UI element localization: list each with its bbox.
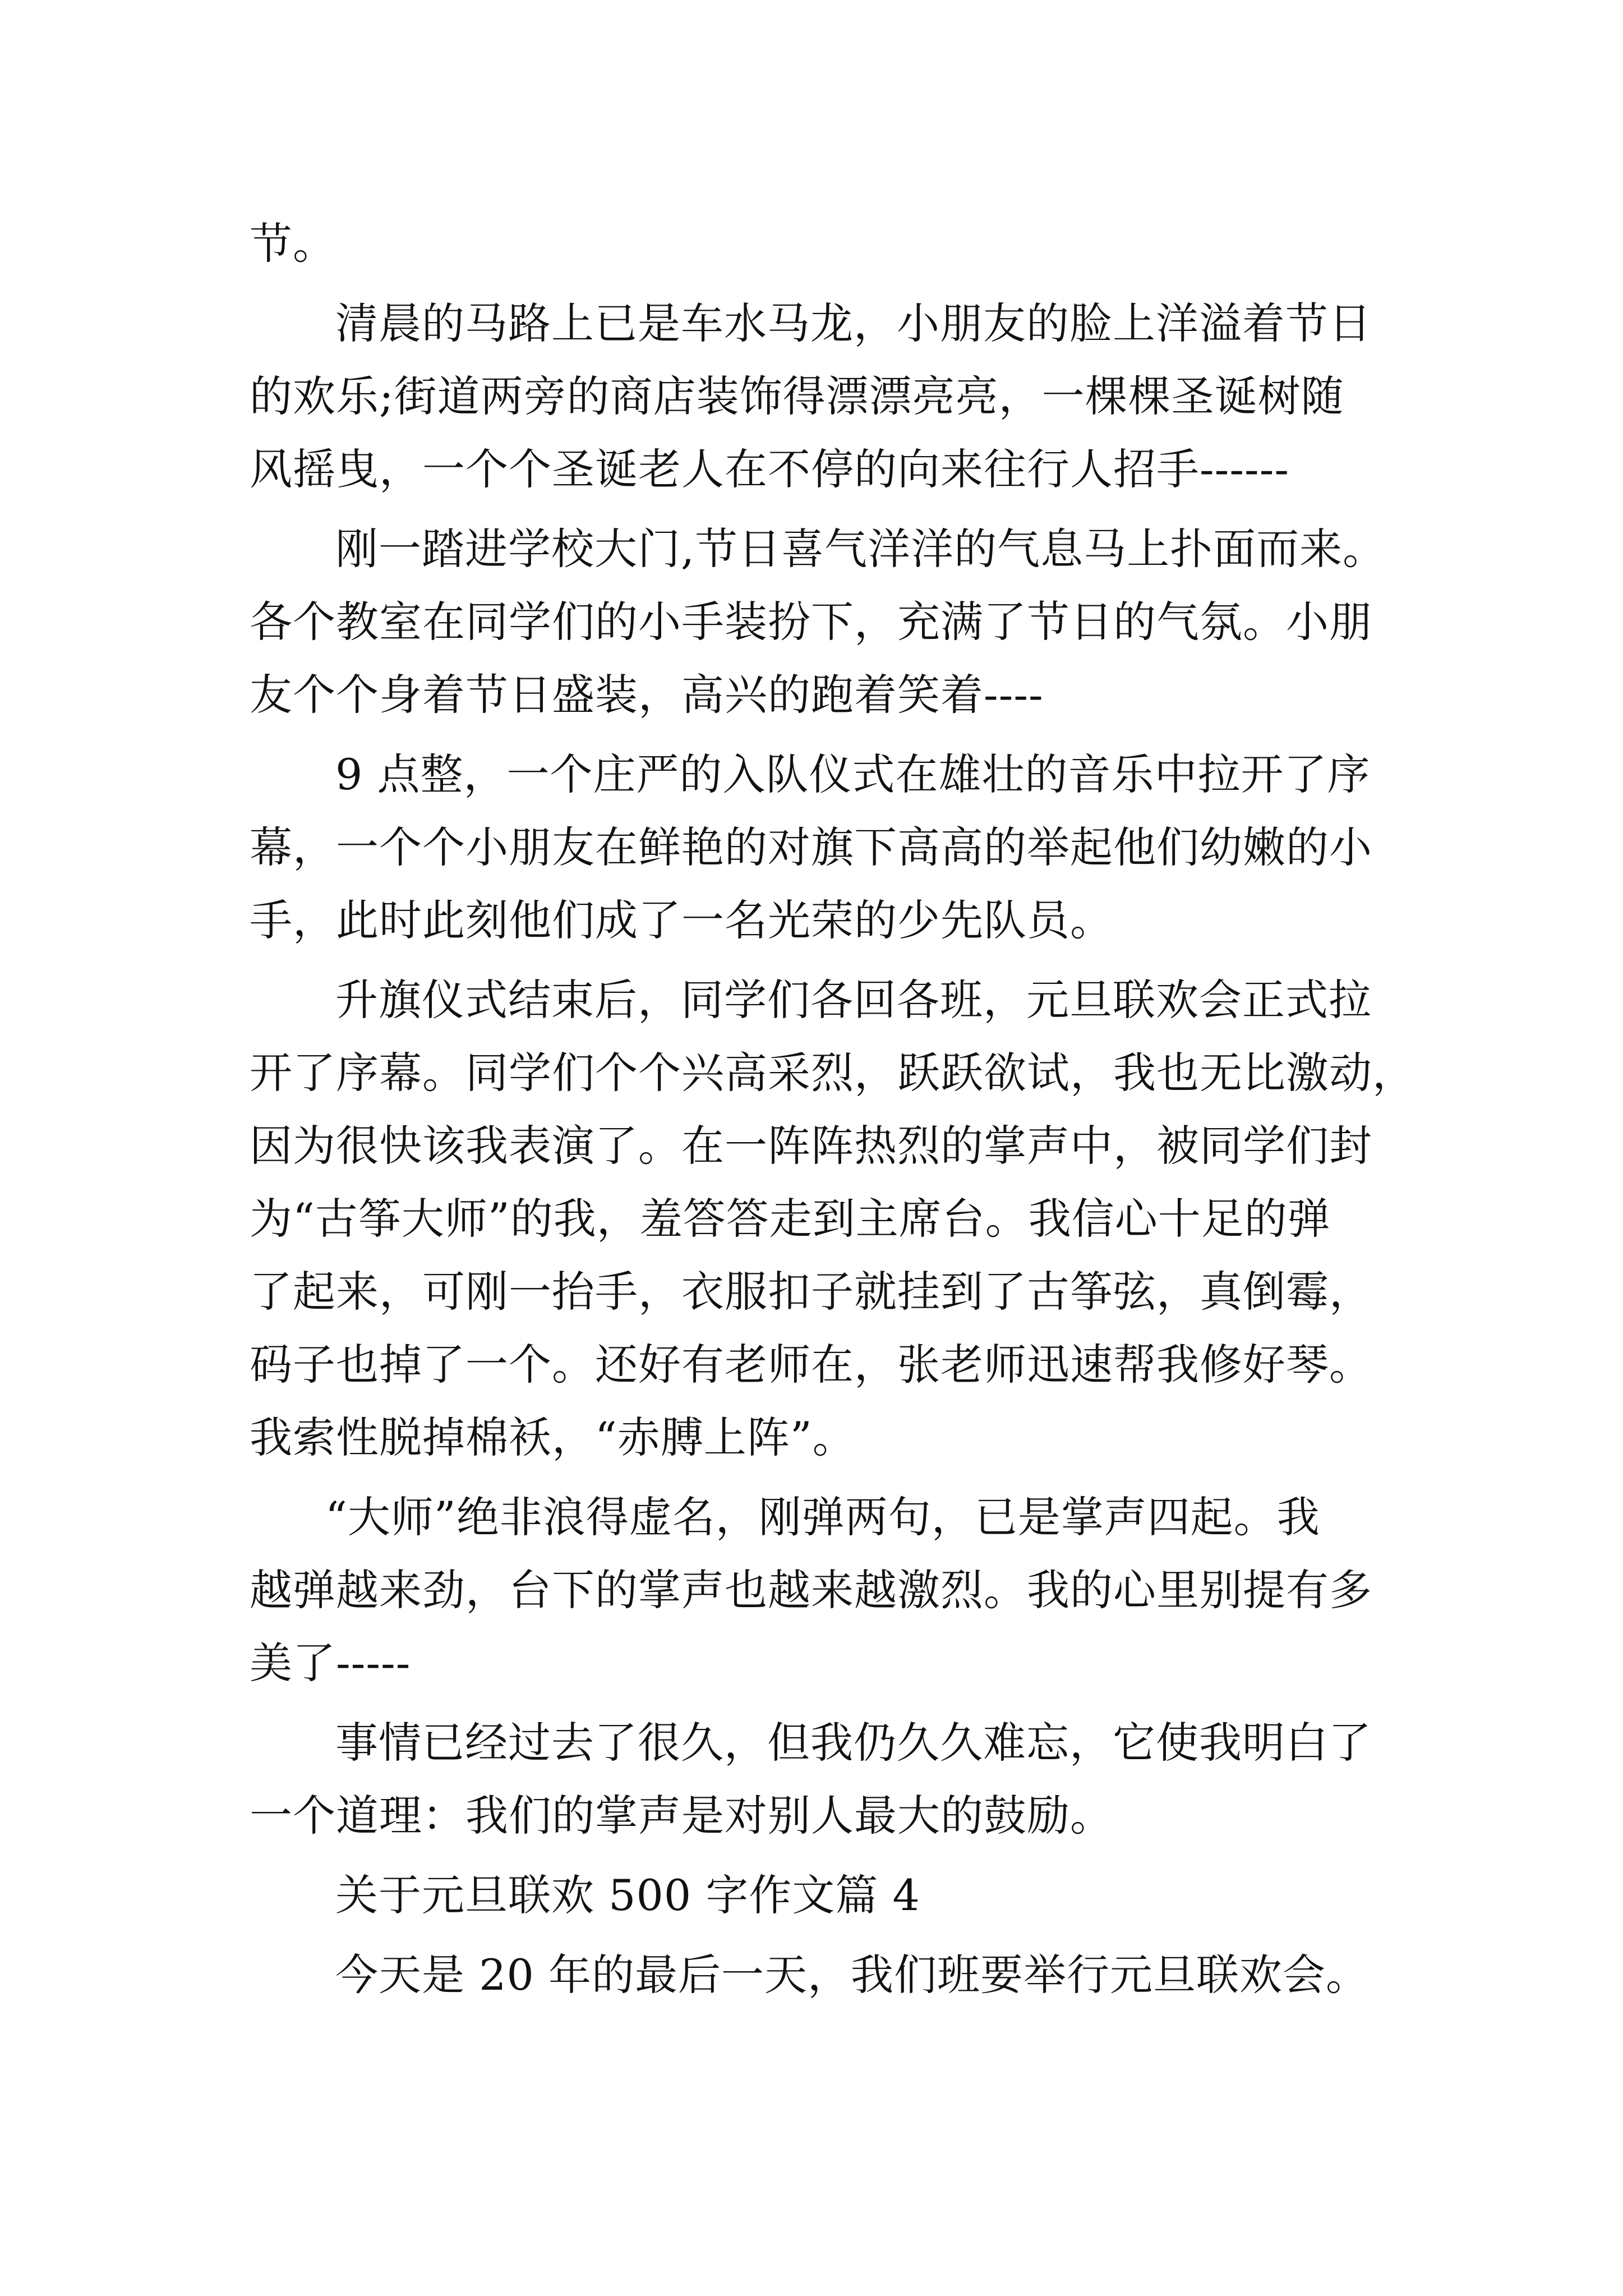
paragraph-first-line: 刚一踏进学校大门,节日喜气洋洋的气息马上扑面而来。 <box>335 524 1386 574</box>
text-line: 风摇曳，一个个圣诞老人在不停的向来往行人招手------ <box>250 444 1290 494</box>
paragraph-first-line: 升旗仪式结束后，同学们各回各班，元旦联欢会正式拉 <box>335 975 1372 1025</box>
text-line: 友个个身着节日盛装，高兴的跑着笑着---- <box>250 670 1044 720</box>
text-line: 越弹越来劲，台下的掌声也越来越激烈。我的心里别提有多 <box>250 1565 1372 1615</box>
text-line: 幕，一个个小朋友在鲜艳的对旗下高高的举起他们幼嫩的小 <box>250 822 1372 872</box>
text-line: 为“古筝大师”的我，羞答答走到主席台。我信心十足的弹 <box>250 1194 1331 1244</box>
paragraph-first-line: “大师”绝非浪得虚名，刚弹两句，已是掌声四起。我 <box>325 1492 1320 1542</box>
text-line: 一个道理：我们的掌声是对别人最大的鼓励。 <box>250 1791 1113 1841</box>
text-line: 我索性脱掉棉袄，“赤膊上阵”。 <box>250 1412 856 1462</box>
text-line: 的欢乐;街道两旁的商店装饰得漂漂亮亮，一棵棵圣诞树随 <box>250 371 1344 421</box>
text-line: 了起来，可刚一抬手，衣服扣子就挂到了古筝弦，真倒霉， <box>250 1267 1372 1317</box>
text-line: 手，此时此刻他们成了一名光荣的少先队员。 <box>250 895 1113 945</box>
text-line: 节。 <box>250 219 336 269</box>
paragraph-first-line: 清晨的马路上已是车水马龙，小朋友的脸上洋溢着节日 <box>335 298 1372 348</box>
text-line: 因为很快该我表演了。在一阵阵热烈的掌声中，被同学们封 <box>250 1121 1372 1171</box>
text-line: 码子也掉了一个。还好有老师在，张老师迅速帮我修好琴。 <box>250 1340 1372 1389</box>
text-line: 美了----- <box>250 1638 411 1688</box>
paragraph-first-line: 事情已经过去了很久，但我仍久久难忘，它使我明白了 <box>335 1718 1372 1768</box>
section-heading: 关于元旦联欢 500 字作文篇 4 <box>335 1870 920 1920</box>
paragraph-first-line: 9 点整，一个庄严的入队仪式在雄壮的音乐中拉开了序 <box>335 749 1371 799</box>
text-line: 开了序幕。同学们个个兴高采烈，跃跃欲试，我也无比激动， <box>250 1048 1415 1098</box>
text-line: 各个教室在同学们的小手装扮下，充满了节日的气氛。小朋 <box>250 597 1372 647</box>
paragraph-first-line: 今天是 20 年的最后一天，我们班要举行元旦联欢会。 <box>335 1950 1370 2000</box>
